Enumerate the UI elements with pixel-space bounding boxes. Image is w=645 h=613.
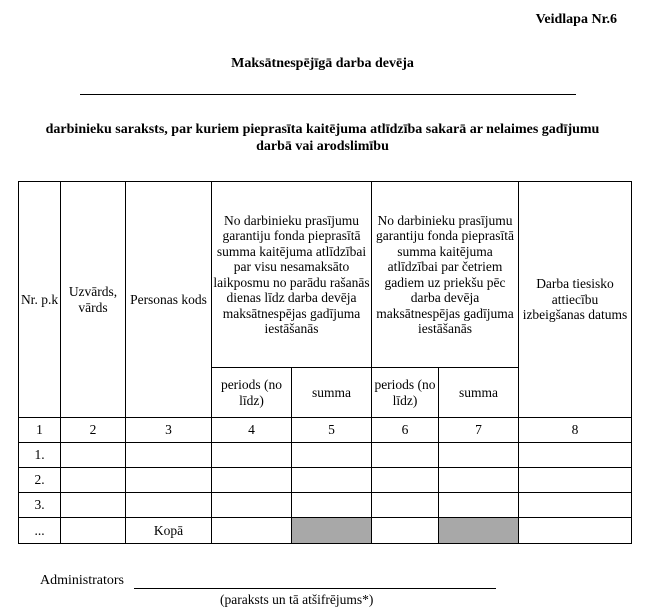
sub-header-period-2: periods (no līdz)	[372, 368, 439, 418]
table-cell	[372, 518, 439, 544]
table-cell[interactable]	[61, 468, 126, 493]
table-cell[interactable]	[212, 493, 292, 518]
table-cell[interactable]	[439, 493, 519, 518]
column-number: 5	[292, 418, 372, 443]
row-number: 1.	[19, 443, 61, 468]
table-cell[interactable]	[126, 443, 212, 468]
column-number: 3	[126, 418, 212, 443]
shaded-cell	[439, 518, 519, 544]
table-cell[interactable]	[61, 443, 126, 468]
total-row	[19, 518, 632, 544]
table-cell[interactable]	[372, 443, 439, 468]
row-number: 3.	[19, 493, 61, 518]
column-number: 7	[439, 418, 519, 443]
col-header-group1: No darbinieku prasījumu garantiju fonda pieprasītā summa kaitējuma atlīdzībai par visu nesamaksāto laikposmu no parādu rašanās dienas līdz darba devēja maksātnespējas gadījuma iestāšanās	[212, 182, 372, 368]
col-header-group2: No darbinieku prasījumu garantiju fonda pieprasītā summa kaitējuma atlīdzībai par četriem gadiem uz priekšu pēc darba devēja maksātnespējas gadījuma iestāšanās	[372, 182, 519, 368]
column-number-row	[19, 418, 632, 443]
table-cell[interactable]	[212, 468, 292, 493]
table-row	[19, 468, 632, 493]
table-cell[interactable]	[439, 468, 519, 493]
sub-header-sum-2: summa	[439, 368, 519, 418]
column-number: 2	[61, 418, 126, 443]
row-ellipsis: ...	[19, 518, 61, 544]
column-number: 8	[519, 418, 632, 443]
table-cell[interactable]	[292, 493, 372, 518]
sub-header-period-1: periods (no līdz)	[212, 368, 292, 418]
employer-title: Maksātnespējīgā darba devēja	[231, 56, 414, 71]
column-number: 4	[212, 418, 292, 443]
table-cell[interactable]	[126, 493, 212, 518]
table-row	[19, 443, 632, 468]
table-cell[interactable]	[126, 468, 212, 493]
table-cell	[519, 518, 632, 544]
sub-header-sum-1: summa	[292, 368, 372, 418]
table-cell	[212, 518, 292, 544]
column-number: 1	[19, 418, 61, 443]
administrator-label: Administrators	[40, 573, 124, 588]
employer-name-line	[80, 94, 576, 95]
col-header-personal-code: Personas kods	[126, 182, 212, 418]
col-header-name: Uzvārds, vārds	[61, 182, 126, 418]
col-header-end-date: Darba tiesisko attiecību izbeigšanas datums	[519, 182, 632, 418]
row-number: 2.	[19, 468, 61, 493]
column-number: 6	[372, 418, 439, 443]
shaded-cell	[292, 518, 372, 544]
signature-line	[134, 588, 496, 589]
table-cell[interactable]	[212, 443, 292, 468]
table-cell[interactable]	[372, 468, 439, 493]
table-cell[interactable]	[61, 493, 126, 518]
col-header-nr: Nr. p.k	[19, 182, 61, 418]
table-cell[interactable]	[519, 468, 632, 493]
table-cell[interactable]	[292, 443, 372, 468]
table-cell[interactable]	[372, 493, 439, 518]
table-cell	[61, 518, 126, 544]
table-cell[interactable]	[519, 493, 632, 518]
table-row	[19, 493, 632, 518]
document-subtitle: darbinieku saraksts, par kuriem pieprasīta kaitējuma atlīdzība sakarā ar nelaimes gadījumu darbā vai arodslimību	[45, 122, 600, 154]
table-cell[interactable]	[292, 468, 372, 493]
total-label: Kopā	[126, 518, 212, 544]
employee-table	[18, 181, 632, 544]
form-number: Veidlapa Nr.6	[535, 12, 617, 27]
table-cell[interactable]	[519, 443, 632, 468]
table-cell[interactable]	[439, 443, 519, 468]
signature-note: (paraksts un tā atšifrējums*)	[220, 592, 374, 607]
table-header-row	[19, 182, 632, 368]
